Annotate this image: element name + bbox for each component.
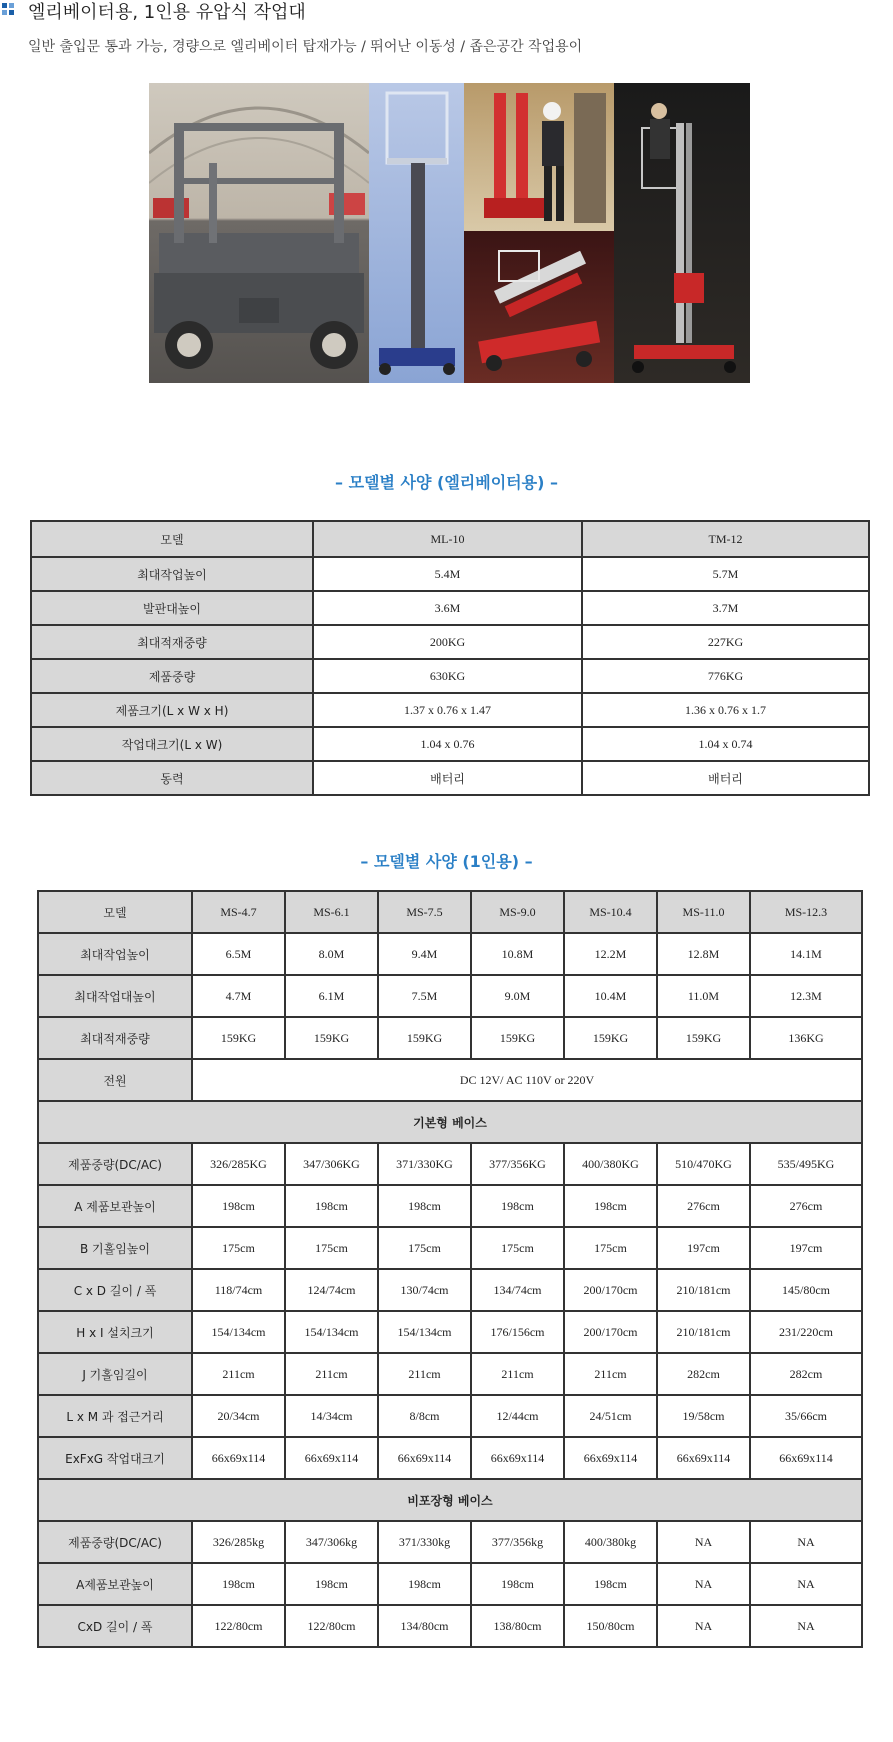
value-cell: 377/356kg: [471, 1521, 564, 1563]
value-cell: 134/80cm: [378, 1605, 471, 1647]
value-cell: NA: [657, 1605, 750, 1647]
value-cell: 154/134cm: [192, 1311, 285, 1353]
row-label-cell: 동력: [31, 761, 313, 795]
page-header: [0, 0, 893, 30]
value-cell: 198cm: [471, 1185, 564, 1227]
header-cell: MS-12.3: [750, 891, 862, 933]
value-cell: 200KG: [313, 625, 582, 659]
table-row: [38, 1101, 862, 1143]
value-cell: 377/356KG: [471, 1143, 564, 1185]
row-label-cell: 최대적재중량: [31, 625, 313, 659]
table-row: [38, 1311, 862, 1353]
value-cell: 347/306kg: [285, 1521, 378, 1563]
value-cell: 14.1M: [750, 933, 862, 975]
value-cell: 175cm: [285, 1227, 378, 1269]
header-cell: MS-4.7: [192, 891, 285, 933]
page-subtitle: 일반 출입문 통과 가능, 경량으로 엘리베이터 탑재가능 / 뛰어난 이동성 / 좁은공간 작업용이: [28, 39, 583, 55]
row-label-cell: L x M 과 접근거리: [38, 1395, 192, 1437]
row-label-cell: B 기홀임높이: [38, 1227, 192, 1269]
value-cell: 3.7M: [582, 591, 869, 625]
value-cell: 10.8M: [471, 933, 564, 975]
table-row: [38, 1521, 862, 1563]
value-cell: 136KG: [750, 1017, 862, 1059]
header-cell: MS-9.0: [471, 891, 564, 933]
table-row: [38, 1269, 862, 1311]
value-cell: 159KG: [564, 1017, 657, 1059]
table-row: [38, 933, 862, 975]
value-cell: 9.0M: [471, 975, 564, 1017]
value-cell: 159KG: [285, 1017, 378, 1059]
value-cell: 66x69x114: [285, 1437, 378, 1479]
tall-mast-illustration: [614, 83, 750, 383]
value-cell: 159KG: [657, 1017, 750, 1059]
table-row: [38, 891, 862, 933]
value-cell: 231/220cm: [750, 1311, 862, 1353]
power-value-cell: DC 12V/ AC 110V or 220V: [192, 1059, 862, 1101]
row-label-cell: 작업대크기(L x W): [31, 727, 313, 761]
value-cell: NA: [750, 1605, 862, 1647]
value-cell: 7.5M: [378, 975, 471, 1017]
header-cell: MS-6.1: [285, 891, 378, 933]
row-label-cell: C x D 길이 / 폭: [38, 1269, 192, 1311]
value-cell: 198cm: [285, 1185, 378, 1227]
value-cell: 510/470KG: [657, 1143, 750, 1185]
value-cell: 12.3M: [750, 975, 862, 1017]
table-row: [38, 1605, 862, 1647]
value-cell: 145/80cm: [750, 1269, 862, 1311]
table-row: [31, 693, 869, 727]
value-cell: 276cm: [657, 1185, 750, 1227]
header-cell: ML-10: [313, 521, 582, 557]
header-cell: MS-11.0: [657, 891, 750, 933]
row-label-cell: 제품중량(DC/AC): [38, 1143, 192, 1185]
row-label-cell: 제품중량(DC/AC): [38, 1521, 192, 1563]
value-cell: 66x69x114: [192, 1437, 285, 1479]
value-cell: 배터리: [313, 761, 582, 795]
value-cell: 347/306KG: [285, 1143, 378, 1185]
row-label-cell: ExFxG 작업대크기: [38, 1437, 192, 1479]
value-cell: 8/8cm: [378, 1395, 471, 1437]
value-cell: 159KG: [378, 1017, 471, 1059]
table-row: [31, 521, 869, 557]
product-photo: [149, 83, 750, 383]
value-cell: 6.5M: [192, 933, 285, 975]
table-row: [38, 1017, 862, 1059]
table-row: [38, 1479, 862, 1521]
value-cell: 1.36 x 0.76 x 1.7: [582, 693, 869, 727]
value-cell: 122/80cm: [285, 1605, 378, 1647]
table-row: [38, 1185, 862, 1227]
table-row: [38, 1437, 862, 1479]
value-cell: 1.04 x 0.76: [313, 727, 582, 761]
table-row: [31, 761, 869, 795]
value-cell: 198cm: [471, 1563, 564, 1605]
table-row: [31, 727, 869, 761]
value-cell: 776KG: [582, 659, 869, 693]
photo-panel-tilted-lift: [464, 231, 614, 383]
value-cell: 134/74cm: [471, 1269, 564, 1311]
value-cell: NA: [657, 1521, 750, 1563]
value-cell: 282cm: [750, 1353, 862, 1395]
value-cell: 12.2M: [564, 933, 657, 975]
value-cell: 6.1M: [285, 975, 378, 1017]
value-cell: 66x69x114: [750, 1437, 862, 1479]
value-cell: 159KG: [471, 1017, 564, 1059]
value-cell: 10.4M: [564, 975, 657, 1017]
value-cell: 3.6M: [313, 591, 582, 625]
table-row: [31, 591, 869, 625]
photo-panel-warehouse: [149, 83, 369, 383]
row-label-cell: 발판대높이: [31, 591, 313, 625]
value-cell: 175cm: [192, 1227, 285, 1269]
table-row: [38, 1143, 862, 1185]
value-cell: 19/58cm: [657, 1395, 750, 1437]
value-cell: 20/34cm: [192, 1395, 285, 1437]
tilted-lift-illustration: [464, 231, 614, 383]
row-label-cell: A 제품보관높이: [38, 1185, 192, 1227]
value-cell: 198cm: [564, 1185, 657, 1227]
value-cell: 198cm: [285, 1563, 378, 1605]
value-cell: 630KG: [313, 659, 582, 693]
table-row: [38, 1353, 862, 1395]
value-cell: 371/330KG: [378, 1143, 471, 1185]
worker-illustration: [464, 83, 614, 231]
value-cell: 1.04 x 0.74: [582, 727, 869, 761]
mast-lift-illustration: [369, 83, 464, 383]
value-cell: 200/170cm: [564, 1311, 657, 1353]
value-cell: 200/170cm: [564, 1269, 657, 1311]
section-header-basic: 기본형 베이스: [38, 1101, 862, 1143]
value-cell: 1.37 x 0.76 x 1.47: [313, 693, 582, 727]
blue-squares-icon: [2, 3, 14, 15]
value-cell: 154/134cm: [378, 1311, 471, 1353]
section2-title: – 모델별 사양 (1인용) –: [360, 852, 533, 871]
table-row: [38, 1059, 862, 1101]
value-cell: 211cm: [378, 1353, 471, 1395]
header-cell-model: 모델: [38, 891, 192, 933]
value-cell: 124/74cm: [285, 1269, 378, 1311]
table-row: [31, 659, 869, 693]
value-cell: NA: [750, 1563, 862, 1605]
section1-title: – 모델별 사양 (엘리베이터용) –: [335, 473, 558, 492]
value-cell: 159KG: [192, 1017, 285, 1059]
value-cell: 211cm: [471, 1353, 564, 1395]
photo-panel-tall-mast: [614, 83, 750, 383]
header-cell: MS-10.4: [564, 891, 657, 933]
value-cell: 198cm: [378, 1563, 471, 1605]
value-cell: 4.7M: [192, 975, 285, 1017]
row-label-cell: 최대작업대높이: [38, 975, 192, 1017]
value-cell: 227KG: [582, 625, 869, 659]
value-cell: 154/134cm: [285, 1311, 378, 1353]
value-cell: 198cm: [564, 1563, 657, 1605]
value-cell: 211cm: [285, 1353, 378, 1395]
value-cell: 8.0M: [285, 933, 378, 975]
value-cell: 9.4M: [378, 933, 471, 975]
table-row: [38, 1395, 862, 1437]
header-cell-model: 모델: [31, 521, 313, 557]
value-cell: 210/181cm: [657, 1269, 750, 1311]
mini-lift-illustration: [149, 83, 369, 383]
row-label-cell: H x I 설치크기: [38, 1311, 192, 1353]
value-cell: 5.7M: [582, 557, 869, 591]
spec-table-single: [37, 890, 863, 1648]
value-cell: 12/44cm: [471, 1395, 564, 1437]
row-label-cell: CxD 길이 / 폭: [38, 1605, 192, 1647]
value-cell: 176/156cm: [471, 1311, 564, 1353]
header-cell: TM-12: [582, 521, 869, 557]
value-cell: 35/66cm: [750, 1395, 862, 1437]
value-cell: 66x69x114: [471, 1437, 564, 1479]
row-label-cell: 최대적재중량: [38, 1017, 192, 1059]
value-cell: 197cm: [657, 1227, 750, 1269]
value-cell: 175cm: [471, 1227, 564, 1269]
page-title: 엘리베이터용, 1인용 유압식 작업대: [28, 2, 306, 23]
value-cell: 138/80cm: [471, 1605, 564, 1647]
value-cell: 118/74cm: [192, 1269, 285, 1311]
value-cell: 66x69x114: [564, 1437, 657, 1479]
value-cell: 400/380KG: [564, 1143, 657, 1185]
value-cell: 130/74cm: [378, 1269, 471, 1311]
table-row: [38, 1227, 862, 1269]
table-row: [31, 625, 869, 659]
value-cell: 198cm: [192, 1185, 285, 1227]
value-cell: 198cm: [378, 1185, 471, 1227]
value-cell: NA: [657, 1563, 750, 1605]
value-cell: 371/330kg: [378, 1521, 471, 1563]
value-cell: 326/285kg: [192, 1521, 285, 1563]
value-cell: 400/380kg: [564, 1521, 657, 1563]
row-label-cell: 제품크기(L x W x H): [31, 693, 313, 727]
row-label-cell: 제품중량: [31, 659, 313, 693]
value-cell: 282cm: [657, 1353, 750, 1395]
spec-table-elevator: [30, 520, 870, 796]
value-cell: 14/34cm: [285, 1395, 378, 1437]
value-cell: 198cm: [192, 1563, 285, 1605]
value-cell: 326/285KG: [192, 1143, 285, 1185]
table-row: [38, 975, 862, 1017]
row-label-cell: 최대작업높이: [31, 557, 313, 591]
row-label-cell: J 기홀임길이: [38, 1353, 192, 1395]
row-label-cell: 전원: [38, 1059, 192, 1101]
row-label-cell: A제품보관높이: [38, 1563, 192, 1605]
value-cell: 211cm: [564, 1353, 657, 1395]
value-cell: 66x69x114: [657, 1437, 750, 1479]
value-cell: 535/495KG: [750, 1143, 862, 1185]
value-cell: 5.4M: [313, 557, 582, 591]
value-cell: 66x69x114: [378, 1437, 471, 1479]
section-header-nonpaved: 비포장형 베이스: [38, 1479, 862, 1521]
value-cell: 11.0M: [657, 975, 750, 1017]
table-row: [38, 1563, 862, 1605]
value-cell: 175cm: [564, 1227, 657, 1269]
value-cell: 211cm: [192, 1353, 285, 1395]
header-cell: MS-7.5: [378, 891, 471, 933]
value-cell: NA: [750, 1521, 862, 1563]
value-cell: 197cm: [750, 1227, 862, 1269]
row-label-cell: 최대작업높이: [38, 933, 192, 975]
value-cell: 24/51cm: [564, 1395, 657, 1437]
spec-table-elevator-body: [31, 521, 869, 795]
value-cell: 175cm: [378, 1227, 471, 1269]
value-cell: 150/80cm: [564, 1605, 657, 1647]
value-cell: 12.8M: [657, 933, 750, 975]
photo-panel-mast: [369, 83, 464, 383]
photo-panel-worker: [464, 83, 614, 231]
value-cell: 210/181cm: [657, 1311, 750, 1353]
value-cell: 배터리: [582, 761, 869, 795]
table-row: [31, 557, 869, 591]
value-cell: 122/80cm: [192, 1605, 285, 1647]
spec-table-single-body: [38, 891, 862, 1647]
value-cell: 276cm: [750, 1185, 862, 1227]
